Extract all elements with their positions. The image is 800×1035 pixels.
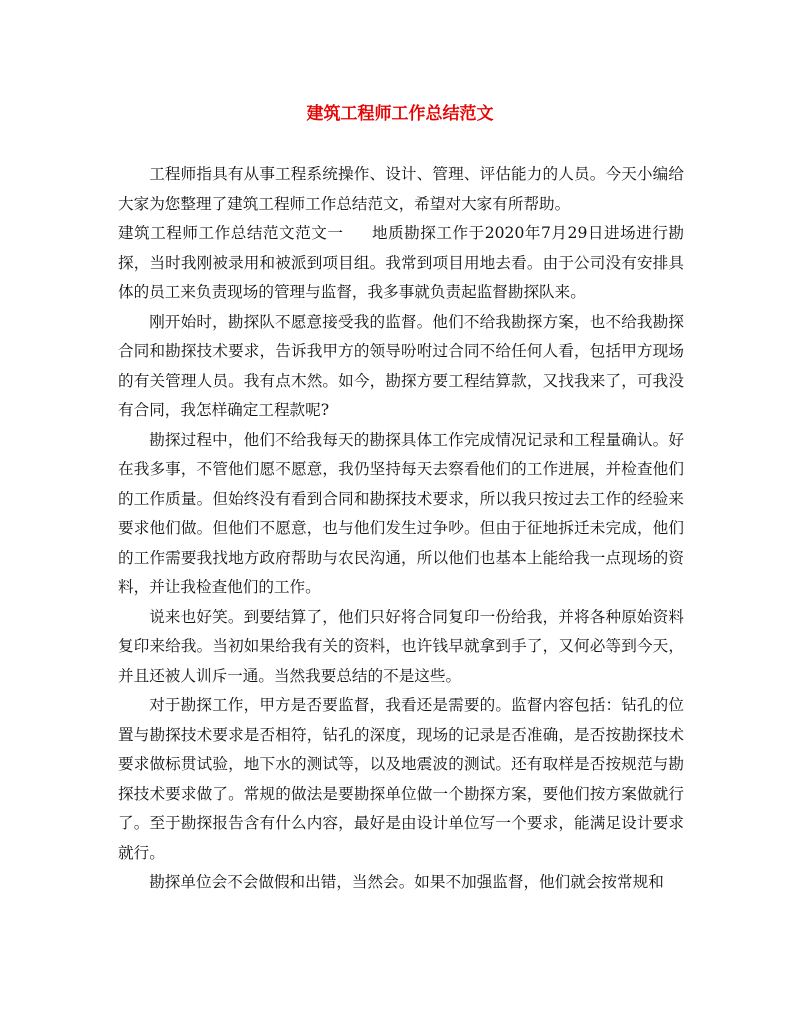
body-paragraph: 勘探单位会不会做假和出错，当然会。如果不加强监督，他们就会按常规和 [149, 873, 664, 891]
document-title: 建筑工程师工作总结范文 [306, 104, 494, 124]
body-paragraph: 勘探过程中，他们不给我每天的勘探具体工作完成情况记录和工程量确认。好在我多事，不管他们愿不愿意，我仍坚持每天去察看他们的工作进展，并检查他们的工作质量。但始终没有看到合同和勘探技术要求，所以我只按过去工作的经验来要求他们做。但他们不愿意，也与他们发生过争吵。但由于征地拆迁未完成，他们的工作需要我找地方政府帮助与农民沟通，所以他们也基本上能给我一点现场的资料，并让我检查他们的工作。 [118, 430, 684, 596]
body-paragraph: 刚开始时，勘探队不愿意接受我的监督。他们不给我勘探方案，也不给我勘探合同和勘探技术要求，告诉我甲方的领导吩咐过合同不给任何人看，包括甲方现场的有关管理人员。我有点木然。如今，勘探方要工程结算款，又找我来了，可我没有合同，我怎样确定工程款呢? [118, 312, 684, 419]
body-paragraph: 对于勘探工作，甲方是否要监督，我看还是需要的。监督内容包括：钻孔的位置与勘探技术要求是否相符，钻孔的深度，现场的记录是否准确，是否按勘探技术要求做标贯试验，地下水的测试等，以及地震波的测试。还有取样是否按规范与勘探技术要求做了。常规的做法是要勘探单位做一个勘探方案，要他们按方案做就行了。至于勘探报告含有什么内容，最好是由设计单位写一个要求，能满足设计要求就行。 [118, 696, 684, 862]
body-paragraph: 说来也好笑。到要结算了，他们只好将合同复印一份给我，并将各种原始资料复印来给我。当初如果给我有关的资料，也许钱早就拿到手了，又何必等到今天，并且还被人训斥一通。当然我要总结的不是这些。 [118, 607, 684, 685]
document-body [118, 160, 684, 898]
section-heading: 建筑工程师工作总结范文范文一 [118, 224, 344, 242]
intro-paragraph: 工程师指具有从事工程系统操作、设计、管理、评估能力的人员。今天小编给大家为您整理了建筑工程师工作总结范文，希望对大家有所帮助。 [118, 165, 684, 213]
section-first-paragraph [118, 219, 684, 308]
section-first-text: 地质勘探工作于2020年7月29日进场进行勘探，当时我刚被录用和被派到项目组。我常到项目用地去看。由于公司没有安排具体的员工来负责现场的管理与监督，我多事就负责起监督勘探队来。 [118, 224, 684, 301]
